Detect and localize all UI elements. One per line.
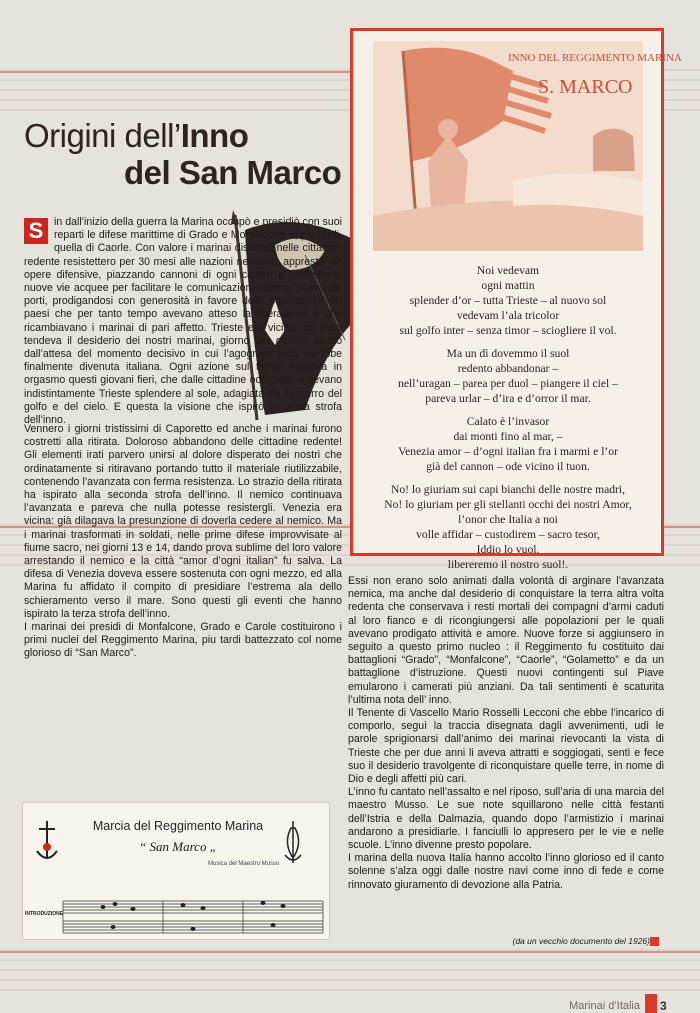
lyric-line: No! lo giuriam sui capi bianchi delle nostre madri, — [390, 483, 626, 496]
lyric-line: vedevam l’ala tricolor — [456, 309, 560, 322]
score-title: Marcia del Reggimento Marina — [92, 819, 264, 833]
article-left-column — [24, 216, 342, 428]
score-author: Musica del Maestro Musso — [208, 861, 280, 867]
lyric-line: No! lo giuriam per gli stellanti occhi dei nostri Amor, — [384, 498, 632, 511]
page-marker — [645, 994, 657, 1013]
article-paragraph: I marina della nuova Italia hanno accolto l’inno glorioso ed il canto solenne s’alza oggi dalle nostre navi come inno di fede e come rinnovato giuramento di devozione alla Patria. — [348, 852, 664, 891]
page-number: 3 — [660, 999, 667, 1013]
anchor-icon — [37, 821, 57, 859]
lyric-line: dai monti fino al mar, – — [453, 430, 563, 443]
stanza — [361, 263, 655, 338]
source-marker — [650, 937, 659, 946]
stanza — [361, 482, 655, 572]
lyric-line: Ma un dì dovemmo il suol — [446, 347, 570, 360]
article-paragraph: Il Tenente di Vascello Mario Rosselli Lecconi che ebbe l’incarico di comporlo, seguì la traccia disegnata dagli avvenimenti, udì le parole sprigionarsi dall’animo dei marinai rievocanti la vista di Trieste che per due anni li aveva attratti e soggiogati, sentì e fece suo il desiderio travolgente di riconquistare quelle terre, in nome di Dio e degli affetti più cari. — [348, 707, 664, 786]
score-subtitle: “ San Marco „ — [139, 839, 217, 854]
article-paragraph: Vennero i giorni tristissimi di Caporetto ed anche i marinai furono costretti alla ritirata. Doloroso abbandono delle cittadine redente! Gli elementi irati parvero unirsi al dolore disperato dei nostri che ordinatamente si ritiravano portando tutto il materiale riutilizzabile, contenendo l’avanzata con ferma resistenza. Lo strazio della ritirata ha ispirato alla seconda strofa dell’inno. Il nemico continuava l’avanzata e pareva che nulla potesse resistergli. Venezia era vicina: già dilagava la presunzione di doverla cedere al nemico. Ma i marinai trasformati in soldati, nelle prime difese improvvisate al fiume sacro, nei giorni 13 e 14, dando prova sublime del loro valore arrestando il nemico e la città “amor d’ogni italian” fu salva. La difesa di Venezia doveva essere sostenuta con ogni mezzo, ed alla Marina fu affidato il compito di presidiare l’estrema ala dello schieramento verso il mare. Sono questi gli eventi che hanno ispirato la terza strofa dell’inno. — [24, 423, 342, 620]
dropcap: S — [24, 218, 48, 244]
poster-heading: INNO DEL REGGIMENTO MARINA — [508, 52, 682, 64]
lyric-line: pareva urlar – d’ira e d’orror il mar. — [425, 392, 591, 405]
lyric-line: Noi vedevam — [476, 264, 540, 277]
article-title — [24, 118, 344, 192]
lyric-line: Calato è l’invasor — [466, 415, 550, 428]
lyric-line: redento abbandonar – — [457, 362, 559, 375]
title-line1-thin: Origini dell’ — [24, 117, 181, 154]
lyric-line: ogni mattin — [481, 279, 535, 292]
lyric-line: libereremo il nostro suol!. — [447, 558, 569, 571]
source-note: (da un vecchio documento del 1926) — [512, 936, 650, 946]
lyric-line: già del cannon – ode vicino il tuon. — [426, 460, 590, 473]
lyric-line: volle affidar – custodirem – sacro tesor, — [416, 528, 600, 541]
title-line2: del San Marco — [124, 153, 342, 191]
lyric-line: sul golfo inter – senza timor – sciogliere il vol. — [399, 324, 617, 337]
article-paragraph: Essi non erano solo animati dalla volontà di arginare l’avanzata nemica, ma anche dal desiderio di conquistare la terra altra volta redenta che conservava i resti mortali dei compagni d’armi caduti al loro fianco e di ricongiungersi alle popolazioni per le quali avevano prodigato attività e amore. Nuove forze si aggiunsero in seguito a questo primo nucleo : il Reggimento fu costituito dai battaglioni “Grado”, “Monfalcone”, “Caorle”, “Golametto” e da un battaglione d’istruzione. Questi nuovi contingenti sul Piave emularono i camerati più anziani. Da tali sentimenti è scaturita l’ultima nota dell’ inno. — [348, 575, 664, 706]
article-right-column — [348, 575, 664, 892]
article-paragraph: L’inno fu cantato nell’assalto e nel riposo, sull’aria di una marcia del maestro Musso. Le sue note squillarono nelle città festanti dell’Istria e della Dalmazia, quando dopo l’armistizio i marinai andarono a presidiarle. I fanciulli lo appresero per le vie e nelle scuole. L’inno divenne presto popolare. — [348, 786, 664, 852]
article-left-column-continued — [24, 423, 342, 661]
lyre-anchor-icon — [285, 821, 301, 863]
lyric-line: splender d’or – tutta Trieste – al nuovo sol — [409, 294, 607, 307]
lyric-line: nell’uragan – parea per duol – piangere il ciel – — [398, 377, 618, 390]
anthem-poster-illustration — [373, 41, 682, 251]
lyric-line: l’onor che Italia a noi — [458, 513, 558, 526]
lyric-line: Iddio lo vuol. — [476, 543, 540, 556]
lyric-line: Venezia amor – d’ogni italian fra i marmi e l’or — [398, 445, 618, 458]
article-paragraph: I marinai dei presidi di Monfalcone, Grado e Carole costituirono i primi nuclei del Reggimento Marina, piu tardi battezzato col nome glorioso di “San Marco”. — [24, 621, 342, 660]
anthem-lyrics — [361, 263, 655, 580]
score-intro-label: INTRODUZIONE — [25, 911, 64, 917]
stanza — [361, 414, 655, 474]
stanza — [361, 346, 655, 406]
magazine-name: Marinai d’Italia — [569, 1000, 640, 1012]
sheet-music-excerpt — [22, 802, 330, 940]
anthem-poem-box — [350, 28, 682, 571]
article-paragraph: in dall’inizio della guerra la Marina occupò e presidiò con suoi reparti le difese marittime di Grado e Monfalcone e, più tardi, quella di Caorle. Con valore i marinai dislocati nelle cittadine redente resistettero per 30 mesi alle nazioni nemiche, apprestando opere difensive, piazzando cannoni di ogni calibro e costruendo nuove vie acquee per facilitare le comunicazioni interne, scavando porti, prodigandosi con generosità in favore delle popolazioni dei paesi che per tanto tempo avevano atteso la liberazione e che ricambiavano i marinai di pari affetto. Trieste era vicina: ad essa tendeva il desiderio dei nostri marinai, giorno per giorno, acuito dall’attesa del momento decisivo in cui l’agognata città sarebbe finalmente divenuta italiana. Ogni azione sul fronte metteva in orgasmo questi giovani fieri, che dalle cittadine occupate vedevano indistintamente Trieste splendere al sole, adagiata tra l’azzurro del golfo e del cielo. E questa la visione che ispirò la prima strofa dell’inno. — [24, 216, 342, 427]
poster-subheading: S. MARCO — [538, 76, 633, 98]
title-line1-bold: Inno — [180, 117, 249, 154]
